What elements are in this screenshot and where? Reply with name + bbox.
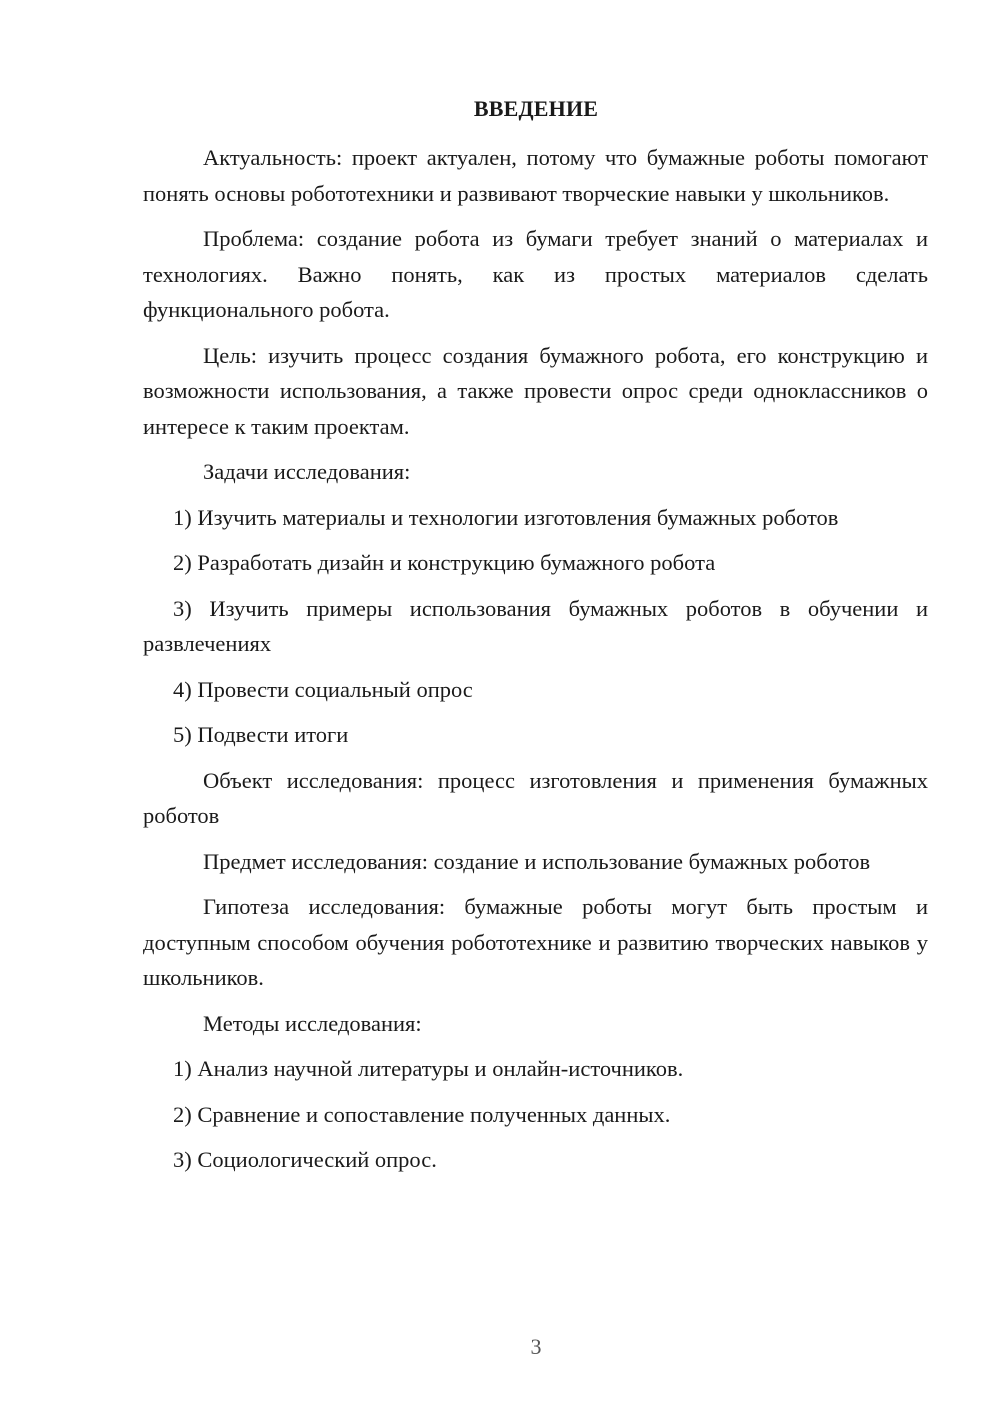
subject-paragraph: Предмет исследования: создание и использование бумажных роботов — [203, 848, 871, 874]
method-item: 2) Сравнение и сопоставление полученных данных. — [173, 1101, 671, 1127]
problem-paragraph: Проблема: создание робота из бумаги требует знаний о материалах и технологиях. Важно понять, как из простых материалов сделать функционального робота. — [143, 226, 928, 322]
task-item: 4) Провести социальный опрос — [173, 676, 473, 702]
document-body — [143, 140, 928, 1188]
method-item: 1) Анализ научной литературы и онлайн-источников. — [173, 1056, 684, 1081]
relevance-paragraph: Актуальность: проект актуален, потому что бумажные роботы помогают понять основы робототехники и развивают творческие навыки у школьников. — [143, 145, 928, 206]
task-item: 3) Изучить примеры использования бумажных роботов в обучении и развлечениях — [143, 595, 928, 656]
task-item: 1) Изучить материалы и технологии изготовления бумажных роботов — [173, 504, 839, 530]
method-item: 3) Социологический опрос. — [173, 1147, 437, 1172]
tasks-heading: Задачи исследования: — [203, 459, 411, 484]
hypothesis-paragraph: Гипотеза исследования: бумажные роботы могут быть простым и доступным способом обучения робототехнике и развитию творческих навыков у школьников. — [143, 894, 928, 990]
task-item: 2) Разработать дизайн и конструкцию бумажного робота — [173, 550, 716, 575]
object-paragraph: Объект исследования: процесс изготовления и применения бумажных роботов — [143, 767, 928, 828]
section-title: ВВЕДЕНИЕ — [473, 96, 599, 121]
methods-heading: Методы исследования: — [203, 1010, 422, 1036]
task-item: 5) Подвести итоги — [173, 722, 349, 747]
goal-paragraph: Цель: изучить процесс создания бумажного робота, его конструкцию и возможности использования, а также провести опрос среди одноклассников о интересе к таким проектам. — [143, 342, 928, 439]
page-number: 3 — [530, 1334, 542, 1359]
